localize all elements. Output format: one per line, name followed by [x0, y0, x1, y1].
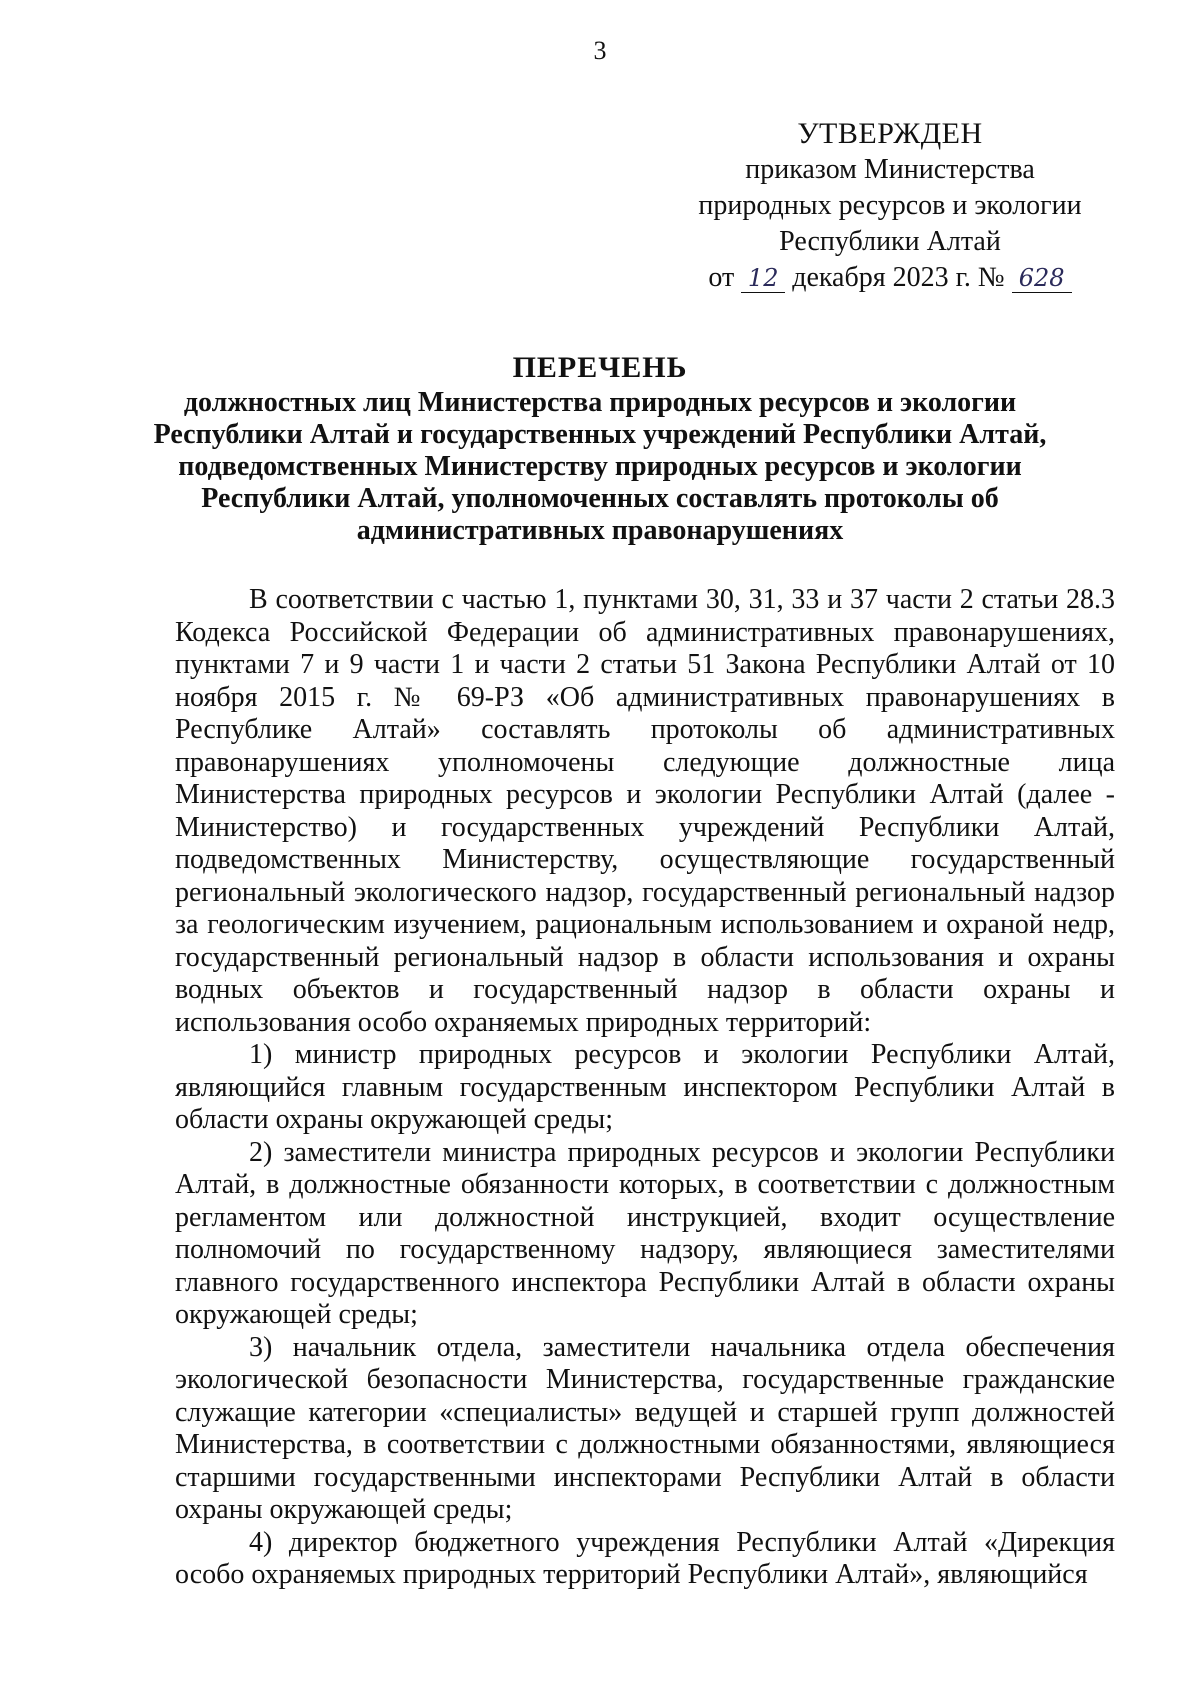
approval-line-2: природных ресурсов и экологии — [698, 190, 1082, 221]
handwritten-order-number: 628 — [1012, 264, 1072, 293]
title-heading: ПЕРЕЧЕНЬ — [512, 351, 688, 384]
title-line: административных правонарушениях — [356, 515, 844, 546]
title-line: подведомственных Министерству природных ресурсов и экологии — [178, 451, 1022, 482]
date-middle: декабря 2023 г. № — [792, 262, 1005, 293]
page-number: 3 — [593, 36, 607, 65]
intro-paragraph: В соответствии с частью 1, пунктами 30, 31, 33 и 37 части 2 статьи 28.3 Кодекса Российской Федерации об административных правонарушениях, пунктами 7 и 9 части 1 и части 2 статьи 51 Закона Республики Алтай от 10 ноября 2015 г. № 69-РЗ «Об административных правонарушениях в Республике Алтай» составлять протоколы об административных правонарушениях уполномочены следующие должностные лица Министерства природных ресурсов и экологии Республики Алтай (далее - Министерство) и государственных учреждений Республики Алтай, подведомственных Министерству, осуществляющие государственный региональный экологического надзор, государственный региональный надзор за геологическим изучением, рациональным использованием и охраной недр, государственный региональный надзор в области использования и охраны водных объектов и государственный надзор в области охраны и использования особо охраняемых природных территорий: — [175, 584, 1115, 1038]
approval-block — [680, 116, 1100, 296]
list-item-4: 4) директор бюджетного учреждения Республики Алтай «Дирекция особо охраняемых природных территорий Республики Алтай», являющийся — [175, 1526, 1115, 1590]
list-item-1: 1) министр природных ресурсов и экологии Республики Алтай, являющийся главным государственным инспектором Республики Алтай в области охраны окружающей среды; — [175, 1039, 1115, 1135]
title-line: Республики Алтай, уполномоченных составлять протоколы об — [201, 483, 999, 514]
list-item-2: 2) заместители министра природных ресурсов и экологии Республики Алтай, в должностные обязанности которых, в соответствии с должностным регламентом или должностной инструкцией, входит осуществление полномочий по государственному надзору, являющиеся заместителями главного государственного инспектора Республики Алтай в области охраны окружающей среды; — [175, 1136, 1115, 1330]
approval-stamp: УТВЕРЖДЕН — [797, 117, 983, 150]
handwritten-day: 12 — [741, 264, 785, 293]
list-item-3: 3) начальник отдела, заместители начальника отдела обеспечения экологической безопасности Министерства, государственные гражданские служащие категории «специалисты» ведущей и старшей групп должностей Министерства, в соответствии с должностными обязанностями, являющиеся старшими государственными инспекторами Республики Алтай в области охраны окружающей среды; — [175, 1331, 1115, 1525]
document-title — [150, 352, 1050, 547]
document-body — [175, 584, 1115, 1592]
date-prefix: от — [708, 262, 735, 293]
approval-date-line — [680, 260, 1100, 296]
approval-line-3: Республики Алтай — [779, 226, 1001, 257]
approval-line-1: приказом Министерства — [745, 154, 1035, 185]
title-line: должностных лиц Министерства природных ресурсов и экологии — [183, 387, 1017, 418]
title-line: Республики Алтай и государственных учреждений Республики Алтай, — [153, 419, 1047, 450]
